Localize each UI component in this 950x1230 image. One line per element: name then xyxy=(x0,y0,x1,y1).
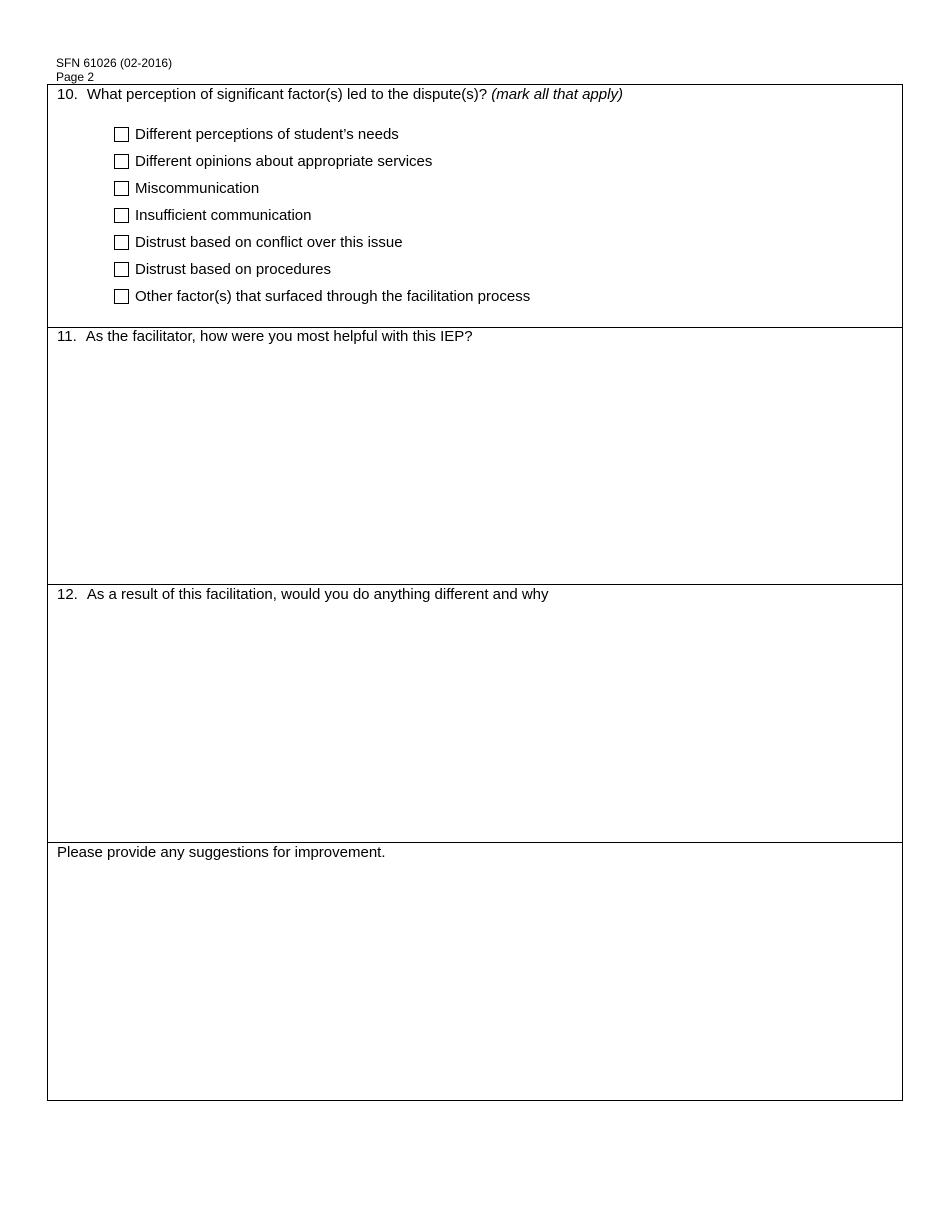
question-text: As a result of this facilitation, would you do anything different and why xyxy=(86,586,549,603)
question-10-section xyxy=(48,85,902,328)
checkbox[interactable] xyxy=(114,289,129,304)
question-text: As the facilitator, how were you most helpful with this IEP? xyxy=(85,328,473,345)
option-label: Different perceptions of student’s needs xyxy=(135,126,399,143)
factor-option-miscommunication[interactable] xyxy=(114,175,530,202)
factor-option-distrust-procedures[interactable] xyxy=(114,256,530,283)
option-label: Different opinions about appropriate services xyxy=(135,153,433,170)
question-11 xyxy=(57,328,473,346)
question-12-section xyxy=(48,585,902,843)
option-label: Miscommunication xyxy=(135,180,260,197)
option-label: Other factor(s) that surfaced through the facilitation process xyxy=(135,288,531,305)
checkbox[interactable] xyxy=(114,235,129,250)
factor-option-other[interactable] xyxy=(114,283,530,310)
option-label: Distrust based on procedures xyxy=(135,261,331,278)
page-number: Page 2 xyxy=(56,70,95,84)
form-box xyxy=(47,84,903,1101)
option-label: Distrust based on conflict over this issue xyxy=(135,234,403,251)
form-header xyxy=(56,56,172,84)
question-hint: (mark all that apply) xyxy=(491,86,623,103)
question-12 xyxy=(57,586,549,604)
option-label: Insufficient communication xyxy=(135,207,312,224)
question-text: What perception of significant factor(s) led to the dispute(s)? xyxy=(86,86,488,103)
checkbox[interactable] xyxy=(114,208,129,223)
checkbox[interactable] xyxy=(114,154,129,169)
question-11-section xyxy=(48,327,902,585)
checkbox[interactable] xyxy=(114,127,129,142)
checkbox[interactable] xyxy=(114,181,129,196)
factor-option-student-needs[interactable] xyxy=(114,121,530,148)
factor-option-distrust-conflict[interactable] xyxy=(114,229,530,256)
suggestions-answer-field[interactable] xyxy=(56,867,894,1094)
form-number: SFN 61026 (02-2016) xyxy=(56,56,173,70)
question-12-answer-field[interactable] xyxy=(56,609,894,836)
factor-option-insufficient-communication[interactable] xyxy=(114,202,530,229)
question-number: 10. xyxy=(57,86,78,103)
question-10 xyxy=(57,86,623,104)
factor-options-list xyxy=(114,121,530,310)
question-number: 11. xyxy=(57,328,77,345)
checkbox[interactable] xyxy=(114,262,129,277)
factor-option-appropriate-services[interactable] xyxy=(114,148,530,175)
question-text: Please provide any suggestions for improvement. xyxy=(57,844,386,861)
suggestions-prompt xyxy=(57,844,386,862)
question-number: 12. xyxy=(57,586,78,603)
suggestions-section xyxy=(48,843,902,1100)
question-11-answer-field[interactable] xyxy=(56,351,894,578)
